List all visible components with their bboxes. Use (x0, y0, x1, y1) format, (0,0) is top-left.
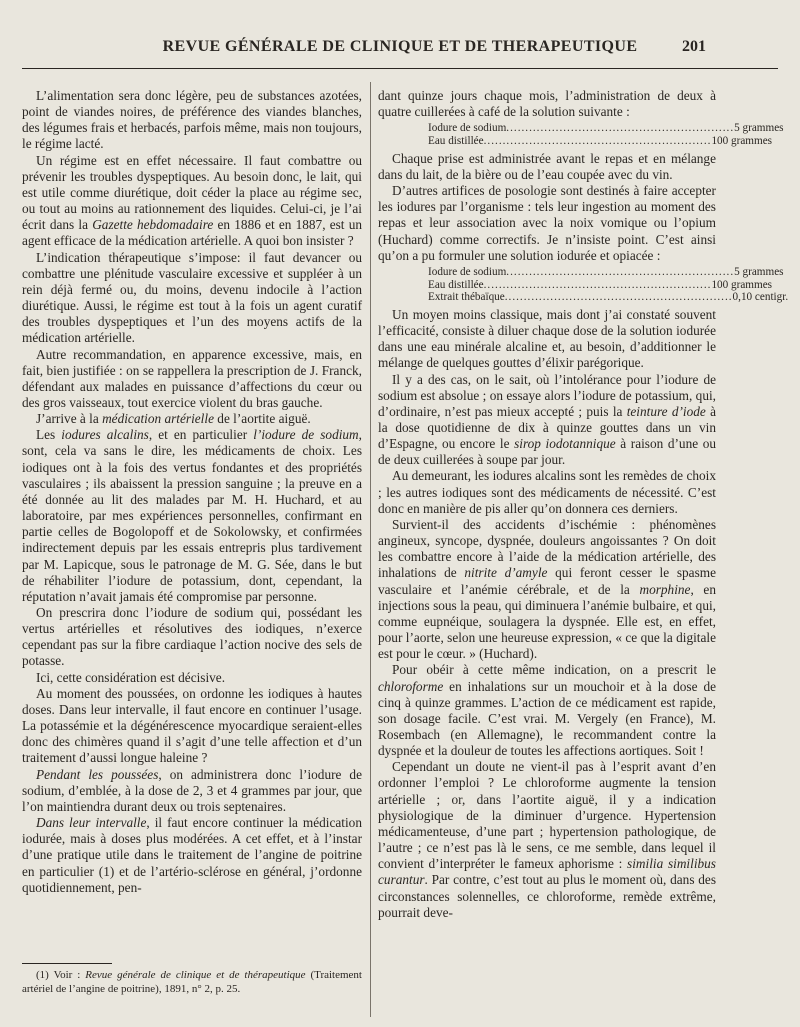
ingredient-name: Eau distillée (428, 278, 484, 291)
text-run: Il y a des cas, on le sait, où l’intolérance pour l’iodure de sodium est absolue ; on essaye alors l’iodure de potassium, qui, d’ordinaire, n’est pas mieux accepté ; puis la (378, 371, 716, 419)
ingredient-name: Iodure de sodium (428, 122, 507, 135)
text-run: (1) Voir : (36, 969, 86, 981)
italic-text: iodures alcalins (61, 427, 149, 443)
paragraph (22, 670, 362, 686)
italic-text: nitrite d’amyle (464, 565, 548, 581)
paragraph (22, 427, 362, 605)
text-run: Un régime est en effet nécessaire. Il faut combattre ou prévenir les troubles dyspeptiques. Au besoin donc, le lait, qui est utile comme diurétique, doit céder la place au régime sec, ou tout au moins au rationnement des liquides. Celui-ci, je l’ai écrit dans la (22, 152, 362, 233)
paragraph (378, 151, 716, 183)
paragraph (378, 372, 716, 469)
ingredient-name: Eau distillée (428, 135, 484, 148)
italic-text: similia similibus curantur (378, 856, 716, 888)
right-mid-text (378, 151, 716, 264)
text-run: à la dose quotidienne de dix à quinze gouttes dans un vin d’Espagne, ou encore le (378, 403, 716, 452)
text-run: en inhalations sur un mouchoir et à la dose de cinq à quinze grammes. L’action de ce médicament est rapide, son dosage facile. C’est vrai. M. Vergely (en France), M. Rosembach (en Allemagne), le recommandent contre la dyspnée et la douleur de toutes les affections aortiques. Soit ! (378, 678, 716, 759)
paragraph (22, 153, 362, 250)
formula-row (428, 291, 789, 304)
footnote (22, 969, 362, 996)
text-run: Au moment des poussées, on ordonne les iodiques à hautes doses. Dans leur intervalle, il faut encore en continuer l’usage. La potassémie et la dégénérescence myocardique seraient-elles donc des chimères quand il s’agit d’une telle affection et d’un traitement d’aussi longue haleine ? (22, 685, 362, 766)
italic-text: Revue générale de clinique et de thérapeutique (85, 969, 306, 981)
footnote-rule (22, 963, 112, 964)
paragraph (378, 662, 716, 759)
paragraph (22, 250, 362, 347)
paragraph (22, 88, 362, 153)
text-run: L’alimentation sera donc légère, peu de substances azotées, point de viandes noires, de préférence des viandes blanches, des légumes frais et herbacés, parfois même, mais non toujours, le régime lacté. (22, 88, 362, 152)
text-run: à raison d’une ou de deux cuillerées à soupe par jour. (378, 436, 716, 468)
formula-row (428, 278, 773, 292)
italic-text: Pendant les poussées (36, 766, 159, 782)
paragraph (378, 759, 716, 921)
text-run: Autre recommandation, en apparence excessive, mais, en fait, bien justifiée : on se rappellera la prescription de J. Franck, défendant aux malades en puissance d’affections du cœur ou des gros vaisseaux, tout exercice violent du bras gauche. (22, 346, 362, 410)
paragraph (22, 686, 362, 767)
text-run: , en injections sous la peau, qui diminuera l’anémie bulbaire, et qui, comme eupnéique, soulagera la dyspnée. Elle est, en effet, pour l’aorte, selon une heureuse expression, « ce que la digitale est pour le cœur. » (Huchard). (378, 581, 716, 662)
text-run: Ici, cette considération est décisive. (36, 669, 226, 685)
paragraph (22, 347, 362, 412)
text-run: , il faut encore continuer la médication iodurée, mais à doses plus modérées. A cet effet, et à l’instar d’une pratique utile dans le traitement de l’angine de poitrine en particulier (1) et de l’artério-sclérose en général, j’ordonne quotidiennement, pen- (22, 815, 362, 895)
text-run: de l’aortite aiguë. (213, 411, 311, 427)
paragraph (378, 307, 716, 372)
ingredient-quantity: 5 grammes (734, 265, 784, 278)
leader-dots: ............................................................ (506, 265, 735, 278)
formula-row (428, 265, 784, 279)
text-run: , et en particulier (148, 427, 254, 443)
left-column (22, 88, 362, 896)
text-run: , sont, cela va sans le dire, les médicaments de choix. Les iodiques ont à la fois des vertus fondantes et des propriétés vasculaires ; ils abaissent la pression sanguine ; la preuve en a été donnée au lit des malades par M. H. Huchard, et au laboratoire, par mes expériences personnelles, confirmant en partie celles de Bogolopoff et de Sokolowsky, et confirmées indirectement depuis par les essais entrepris plus tardivement par M. Lapicque, sous le patronage de M. G. Sée, dans le but de réhabiliter l’iodure de potassium, dont, cependant, la réputation n’avait jamais été compromise par personne. (22, 427, 362, 604)
text-run: . Par contre, c’est tout au plus le moment où, dans des circonstances solennelles, ce chloroforme, remède extrême, pourrait deve- (378, 872, 716, 920)
italic-text: teinture d’iode (626, 403, 706, 419)
page-number: 201 (682, 38, 706, 55)
paragraph: dant quinze jours chaque mois, l’administration de deux à quatre cuillerées à café de la solution suivante : (378, 88, 716, 120)
text-run: Chaque prise est administrée avant le repas et en mélange dans du lait, de la bière ou de l’eau coupée avec du vin. (378, 150, 716, 182)
prescription-formula-1 (378, 122, 784, 148)
text-run: Au demeurant, les iodures alcalins sont les remèdes de choix ; les autres iodiques sont des médicaments de nécessité. C’est donc en manière de pis aller qu’on donnera ces derniers. (378, 468, 716, 516)
paragraph (378, 517, 716, 662)
prescription-formula-2 (378, 265, 789, 304)
text-run: On prescrira donc l’iodure de sodium qui, possédant les vertus artérielles et résolutives des iodiques, n’exerce cependant pas sur la fibre cardiaque l’action nocive des sels de potasse. (22, 605, 362, 669)
paragraph (378, 468, 716, 516)
running-title: REVUE GÉNÉRALE DE CLINIQUE ET DE THERAPEUTIQUE (162, 38, 638, 55)
text-run: J’arrive à la (36, 411, 103, 427)
text-run: , on administrera donc l’iodure de sodium, d’emblée, à la dose de 2, 3 et 4 grammes par jour, que l’on maintiendra durant deux ou trois septenaires. (22, 766, 362, 814)
paragraph (378, 183, 716, 264)
italic-text: Gazette hebdomadaire (92, 217, 214, 233)
formula-row (428, 135, 773, 148)
text-run: Cependant un doute ne vient-il pas à l’esprit avant d’en ordonner l’emploi ? Le chloroforme augmente la tension artérielle ; or, dans l’aortite aiguë, il y a indication physiologique de la diminuer d’urgence. Hypertension médicamenteuse, d’une part ; hypertension pathologique, de l’autre ; ce n’est pas là le sens, ce me semble, dans lequel il convient d’interpréter le fameux aphorisme : (378, 759, 716, 872)
ingredient-quantity: 0,10 centigr. (732, 291, 789, 304)
paragraph (22, 815, 362, 896)
ingredient-quantity: 5 grammes (734, 122, 784, 135)
italic-text: morphine (639, 581, 691, 597)
italic-text: médication artérielle (102, 411, 214, 427)
ingredient-quantity: 100 grammes (711, 278, 773, 291)
leader-dots: ............................................................ (504, 291, 733, 304)
text-run: Les (36, 427, 62, 443)
ingredient-name: Extrait thébaïque (428, 291, 505, 304)
leader-dots: ............................................................ (506, 122, 735, 135)
header-rule (22, 68, 778, 69)
paragraph (22, 767, 362, 815)
text-run: L’indication thérapeutique s’impose: il faut devancer ou combattre une plénitude vasculaire excessive et suppléer à un rein déjà fermé ou, du moins, devenu indocile à l’action diurétique. Aussi, le régime est tout à la fois un agent curatif des troubles dyspeptiques et l’un des moyens actifs de la médication artérielle. (22, 249, 362, 346)
ingredient-name: Iodure de sodium (428, 265, 507, 278)
right-column (378, 88, 789, 921)
formula-row (428, 122, 784, 135)
page-header (0, 38, 800, 62)
text-run: Survient-il des accidents d’ischémie : phénomènes angineux, syncope, dyspnée, douleurs angoissantes ? On doit les combattre encore à l’aide de la médication artérielle, des inhalations de (378, 516, 716, 581)
italic-text: chloroforme (378, 678, 444, 694)
paragraph (22, 411, 362, 427)
text-run: qui feront cesser le spasme vasculaire et l’anémie cérébrale, et de la (378, 565, 716, 597)
text-run: D’autres artifices de posologie sont destinés à faire accepter les iodures par l’organisme : tels leur ingestion au moment des repas et leur association avec la noix vomique ou l’opium (Huchard) comme correctifs. Je n’insiste point. C’est ainsi qu’on a pu formuler une solution iodurée et opiacée : (378, 183, 716, 263)
text-run: Un moyen moins classique, mais dont j’ai constaté souvent l’efficacité, consiste à diluer chaque dose de la solution iodurée dans une eau minérale alcaline et, au besoin, d’additionner le mélange de quelques gouttes d’élixir parégorique. (378, 306, 716, 371)
text-run: Pour obéir à cette même indication, on a prescrit le (392, 662, 716, 678)
text-run: en 1886 et en 1887, est un agent efficace de la médication artérielle. A quoi bon insister ? (22, 217, 362, 249)
text-run: (Traitement artériel de l’angine de poitrine), 1891, n° 2, p. 25. (22, 969, 362, 995)
ingredient-quantity: 100 grammes (711, 135, 773, 148)
italic-text: Dans leur intervalle (36, 815, 147, 831)
paragraph (22, 605, 362, 670)
italic-text: l’iodure de sodium (253, 427, 359, 443)
leader-dots: ............................................................ (483, 135, 712, 148)
italic-text: sirop iodotannique (514, 436, 616, 452)
column-divider (370, 82, 371, 1017)
right-end-text (378, 307, 716, 921)
footnote-text (22, 969, 362, 996)
leader-dots: ............................................................ (483, 278, 712, 291)
